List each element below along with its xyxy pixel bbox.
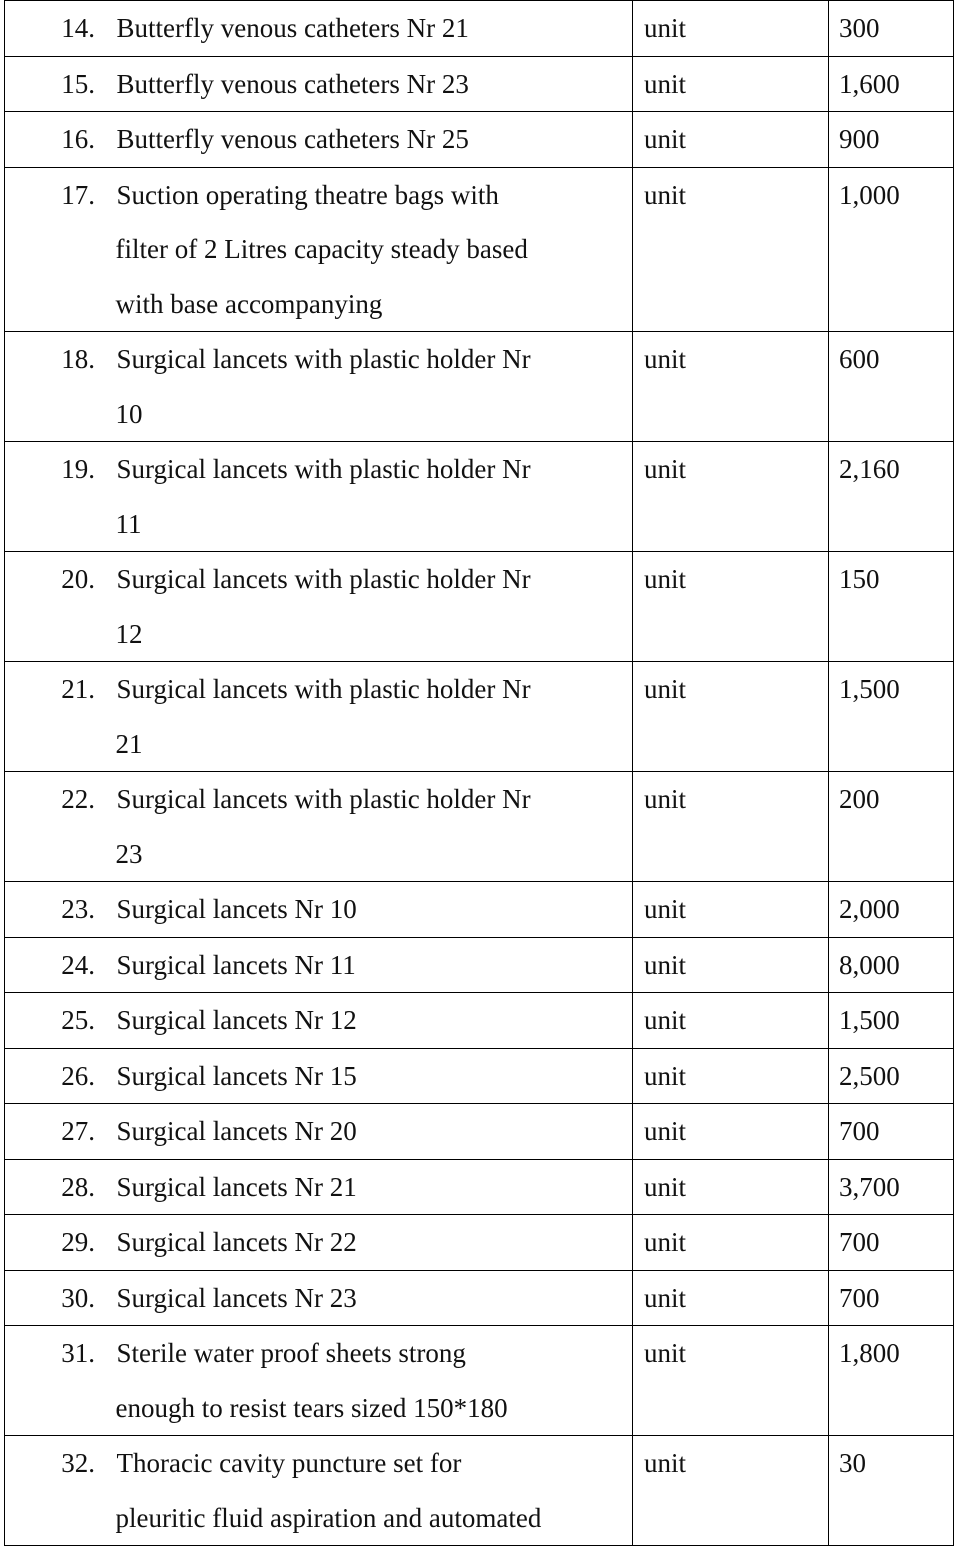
item-quantity: 8,000 [839,949,900,980]
item-unit: unit [644,1338,687,1368]
item-description-cell [105,442,633,552]
item-description-line: Surgical lancets with plastic holder Nr [116,674,531,704]
item-unit: unit [644,674,687,704]
item-description-line: filter of 2 Litres capacity steady based [115,234,528,264]
item-unit: unit [644,13,687,43]
item-unit: unit [644,1227,687,1257]
item-number-cell [5,1104,105,1160]
item-description-cell [105,167,633,332]
item-unit-cell [633,1326,829,1436]
item-number-cell [5,56,105,112]
item-quantity: 300 [839,13,880,43]
item-number: 17. [61,179,95,210]
item-unit: unit [644,1448,687,1478]
item-number: 21. [61,674,95,704]
item-number: 16. [61,124,95,154]
item-description-cell [105,112,633,168]
item-unit-cell [633,1159,829,1215]
item-number-cell [5,112,105,168]
item-quantity-cell [829,882,954,938]
item-quantity: 2,000 [839,894,900,924]
item-unit-cell [633,332,829,442]
item-description-line: Surgical lancets with plastic holder Nr [116,784,531,814]
table-row [5,332,954,442]
item-unit: unit [644,564,687,594]
item-unit-cell [633,993,829,1049]
item-quantity: 700 [839,1227,880,1257]
item-quantity: 1,000 [839,179,900,210]
item-quantity-cell [829,167,954,332]
table-row [5,56,954,112]
item-number-cell [5,332,105,442]
item-description-cell [105,772,633,882]
item-description-line: 23 [115,838,143,869]
item-number: 20. [61,564,95,594]
item-description-line: Butterfly venous catheters Nr 21 [116,13,469,43]
item-description-cell [105,332,633,442]
table-row [5,1270,954,1326]
item-quantity-cell [829,1,954,57]
item-number: 32. [61,1448,95,1478]
items-table-body [5,1,954,1546]
item-description-line: Surgical lancets Nr 20 [116,1116,357,1146]
item-quantity-cell [829,56,954,112]
item-number: 25. [61,1005,95,1035]
item-unit: unit [644,1005,687,1035]
item-description-line: Surgical lancets Nr 15 [116,1060,357,1091]
item-quantity-cell [829,332,954,442]
item-description-cell [105,882,633,938]
item-description-cell [105,662,633,772]
item-unit: unit [644,1116,687,1146]
item-description-line: Suction operating theatre bags with [116,179,499,210]
item-number-cell [5,552,105,662]
item-unit: unit [644,179,687,210]
item-quantity: 200 [839,784,880,814]
item-quantity: 30 [839,1448,866,1478]
item-quantity: 900 [839,124,880,154]
item-number: 15. [61,68,95,99]
item-quantity: 1,500 [839,674,900,704]
item-unit: unit [644,1060,687,1091]
item-number: 24. [61,949,95,980]
item-description-line: 21 [115,728,143,759]
item-unit-cell [633,772,829,882]
item-quantity: 1,800 [839,1338,900,1368]
item-number-cell [5,167,105,332]
item-description-cell [105,1215,633,1271]
item-unit-cell [633,882,829,938]
item-number: 19. [61,454,95,484]
item-quantity-cell [829,1159,954,1215]
item-unit-cell [633,442,829,552]
items-table [4,0,954,1546]
item-number-cell [5,937,105,993]
item-description-line: Surgical lancets Nr 12 [116,1005,357,1035]
item-description-line: Surgical lancets Nr 11 [116,949,356,980]
item-quantity: 600 [839,344,880,374]
item-number: 22. [61,784,95,814]
item-number: 30. [61,1282,95,1313]
item-description-cell [105,937,633,993]
table-row [5,1,954,57]
table-row [5,1104,954,1160]
item-description-cell [105,56,633,112]
item-quantity-cell [829,993,954,1049]
item-unit-cell [633,662,829,772]
item-number: 31. [61,1338,95,1368]
item-unit-cell [633,1436,829,1546]
item-quantity-cell [829,772,954,882]
item-unit: unit [644,949,687,980]
item-unit: unit [644,784,687,814]
item-number-cell [5,662,105,772]
item-quantity-cell [829,1215,954,1271]
table-row [5,882,954,938]
item-number-cell [5,882,105,938]
item-description-line: pleuritic fluid aspiration and automated [115,1502,542,1533]
item-unit: unit [644,68,687,99]
item-number-cell [5,1159,105,1215]
item-unit-cell [633,167,829,332]
item-number: 26. [61,1060,95,1091]
table-row [5,937,954,993]
item-number-cell [5,1048,105,1104]
item-description-line: with base accompanying [115,288,383,319]
item-description-line: 10 [115,398,143,429]
item-description-line: Surgical lancets with plastic holder Nr [116,344,531,374]
item-quantity-cell [829,1104,954,1160]
table-row [5,112,954,168]
table-row [5,552,954,662]
item-number: 14. [61,13,95,43]
item-description-line: Butterfly venous catheters Nr 23 [116,68,469,99]
item-description-cell [105,1436,633,1546]
item-number: 18. [61,344,95,374]
item-quantity: 2,160 [839,454,900,484]
item-description-line: Surgical lancets with plastic holder Nr [116,454,531,484]
item-quantity-cell [829,112,954,168]
table-row [5,442,954,552]
item-description-line: Sterile water proof sheets strong [116,1338,466,1368]
item-unit-cell [633,112,829,168]
item-unit: unit [644,344,687,374]
item-unit-cell [633,552,829,662]
item-number: 27. [61,1116,95,1146]
item-description-line: Butterfly venous catheters Nr 25 [116,124,469,154]
item-number-cell [5,1,105,57]
table-row [5,772,954,882]
table-row [5,993,954,1049]
item-unit-cell [633,1104,829,1160]
item-description-line: Surgical lancets with plastic holder Nr [116,564,531,594]
item-number: 28. [61,1171,95,1202]
item-quantity: 3,700 [839,1171,900,1202]
item-quantity-cell [829,1436,954,1546]
item-unit-cell [633,1048,829,1104]
table-row [5,1436,954,1546]
item-quantity: 1,600 [839,68,900,99]
item-number-cell [5,1270,105,1326]
item-unit-cell [633,1270,829,1326]
table-row [5,167,954,332]
item-number-cell [5,993,105,1049]
item-number-cell [5,1436,105,1546]
item-unit: unit [644,894,687,924]
item-number-cell [5,772,105,882]
item-description-cell [105,1159,633,1215]
item-description-line: enough to resist tears sized 150*180 [115,1392,508,1423]
item-quantity-cell [829,1048,954,1104]
item-description-cell [105,1,633,57]
item-description-cell [105,1104,633,1160]
table-row [5,1048,954,1104]
table-row [5,1159,954,1215]
item-number-cell [5,442,105,552]
item-quantity-cell [829,442,954,552]
item-unit-cell [633,56,829,112]
item-quantity-cell [829,1270,954,1326]
item-quantity: 700 [839,1116,880,1146]
item-number: 23. [61,894,95,924]
table-row [5,662,954,772]
item-description-cell [105,993,633,1049]
item-quantity: 2,500 [839,1060,900,1091]
item-description-line: Surgical lancets Nr 22 [116,1227,357,1257]
item-quantity-cell [829,937,954,993]
item-description-line: Surgical lancets Nr 23 [116,1282,357,1313]
item-description-line: Surgical lancets Nr 21 [116,1171,357,1202]
item-quantity-cell [829,552,954,662]
item-number: 29. [61,1227,95,1257]
item-description-cell [105,1270,633,1326]
item-unit: unit [644,124,687,154]
item-unit: unit [644,1282,687,1313]
item-description-line: 11 [115,508,142,539]
item-unit: unit [644,1171,687,1202]
item-unit-cell [633,937,829,993]
table-row [5,1326,954,1436]
item-quantity-cell [829,1326,954,1436]
item-description-cell [105,552,633,662]
item-quantity: 150 [839,564,880,594]
item-unit-cell [633,1,829,57]
item-quantity-cell [829,662,954,772]
item-description-cell [105,1326,633,1436]
item-number-cell [5,1326,105,1436]
item-quantity: 1,500 [839,1005,900,1035]
item-description-line: 12 [115,618,143,649]
item-unit: unit [644,454,687,484]
item-quantity: 700 [839,1282,880,1313]
item-description-line: Thoracic cavity puncture set for [116,1448,462,1478]
item-number-cell [5,1215,105,1271]
item-description-cell [105,1048,633,1104]
table-row [5,1215,954,1271]
item-unit-cell [633,1215,829,1271]
item-description-line: Surgical lancets Nr 10 [116,894,357,924]
